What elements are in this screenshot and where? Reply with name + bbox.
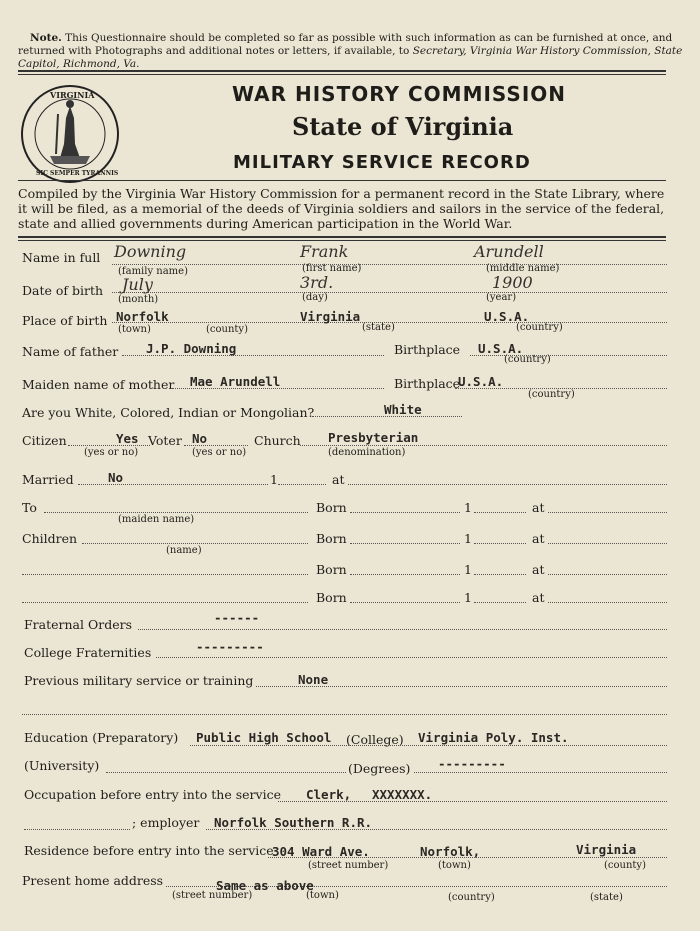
married-year-line [278,484,326,485]
church-label: Church [254,433,301,448]
mother-birthplace-value: U.S.A. [458,374,504,389]
child-1-born-label: Born [316,531,347,546]
name-of-father-label: Name of father [22,344,119,359]
child-1-at-label: at [532,531,545,546]
fraternal-orders-line [138,629,667,630]
to-label: To [22,500,37,515]
residence-street-value: 304 Ward Ave. [272,844,370,859]
previous-military-value: None [298,672,329,687]
birth-country-value: U.S.A. [484,309,530,324]
child-3-year-prefix: 1 [464,590,472,605]
name-line [112,264,667,265]
note-body: This Questionnaire should be completed so far as possible with such information as can be furnished at once, and returned with Photographs and additional notes or letters, if available, to [18,32,673,57]
married-line [78,484,268,485]
child-2-year-line [474,574,526,575]
place-of-birth-label: Place of birth [22,313,108,328]
maiden-name-mother-label: Maiden name of mother [22,377,175,392]
first-name-value: Frank [300,242,349,261]
spouse-year-line [474,512,526,513]
citizen-label: Citizen [22,433,67,448]
child-2-year-prefix: 1 [464,562,472,577]
college-fraternities-value: --------- [196,639,264,654]
married-label: Married [22,472,74,487]
child-1-at-line [548,543,667,544]
married-year-prefix: 1 [270,472,278,487]
citizen-value: Yes [116,431,139,446]
spouse-year-prefix: 1 [464,500,472,515]
county-caption-2: (county) [604,860,646,871]
spouse-born-line [350,512,460,513]
maiden-name-caption: (maiden name) [118,514,195,525]
note-addressee: Secretary, Virginia War History Commission, State Capitol, Richmond, Va. [18,45,683,70]
degrees-value: --------- [438,756,506,771]
voter-yes-no-caption: (yes or no) [192,447,247,458]
name-in-full-label: Name in full [22,250,101,265]
child-3-born-label: Born [316,590,347,605]
questionnaire-note [18,32,684,71]
header-title: WAR HISTORY COMMISSION [232,82,567,106]
present-state-caption: (state) [590,892,623,903]
college-fraternities-line [156,657,667,658]
employer-value: Norfolk Southern R.R. [214,815,373,830]
divider [18,74,666,75]
divider [18,240,666,241]
town-caption-2: (town) [438,860,471,871]
child-2-born-line [350,574,460,575]
married-at-line [348,484,667,485]
spouse-at-line [548,512,667,513]
fraternal-orders-value: ------ [214,610,260,625]
child-1-year-line [474,543,526,544]
married-at-label: at [332,472,345,487]
present-town-caption: (town) [306,890,339,901]
year-caption: (year) [486,292,517,303]
employer-label: ; employer [132,815,200,830]
mother-value: Mae Arundell [190,374,281,389]
header-subtitle: MILITARY SERVICE RECORD [233,152,531,173]
month-caption: (month) [118,294,159,305]
divider [18,70,666,72]
virginia-seal [20,84,120,184]
spouse-at-label: at [532,500,545,515]
seal-top-text: VIRGINIA [50,90,95,100]
middle-name-value: Arundell [474,242,544,261]
present-country-caption: (country) [448,892,495,903]
first-name-caption: (first name) [302,263,362,274]
child-2-born-label: Born [316,562,347,577]
birth-town-value: Norfolk [116,309,169,324]
child-1-line [82,543,308,544]
fraternal-orders-label: Fraternal Orders [24,617,132,632]
education-prep-label: Education (Preparatory) [24,730,179,745]
street-number-caption: (street number) [308,860,389,871]
occupation-struck-value: XXXXXXX. [372,787,433,802]
education-prep-value: Public High School [196,730,332,745]
father-country-caption: (country) [504,354,551,365]
residence-label: Residence before entry into the service [24,843,274,858]
occupation-label: Occupation before entry into the service [24,787,281,802]
education-college-value: Virginia Poly. Inst. [418,730,569,745]
occupation-line-2 [24,829,130,830]
dob-line [112,292,667,293]
residence-state-value: Virginia [576,842,637,857]
birth-state-value: Virginia [300,309,361,324]
header-state: State of Virginia [292,112,514,141]
birth-day-value: 3rd. [300,273,334,292]
birth-month-value: July [122,275,153,294]
father-value: J.P. Downing [146,341,237,356]
child-3-year-line [474,602,526,603]
divider [18,236,666,238]
voter-value: No [192,431,208,446]
child-3-born-line [350,602,460,603]
degrees-label: (Degrees) [348,761,411,776]
occupation-value: Clerk, [306,787,352,802]
voter-label: Voter [148,433,182,448]
college-fraternities-label: College Fraternities [24,645,152,660]
child-3-at-line [548,602,667,603]
child-3-line [22,602,308,603]
state-caption: (state) [362,322,395,333]
child-name-caption: (name) [166,545,202,556]
child-1-year-prefix: 1 [464,531,472,546]
birth-year-value: 1900 [492,273,533,292]
married-value: No [108,470,124,485]
church-line [300,445,667,446]
university-line [106,772,346,773]
race-value: White [384,402,422,417]
intro-paragraph: Compiled by the Virginia War History Commission for a permanent record in the State Library, where it will be filed, as a memorial of the deeds of Virginia soldiers and sailors in the service of the federal, state and allied governments during American participation in the World War. [18,186,665,231]
father-birthplace-label: Birthplace [394,342,461,357]
mother-country-caption: (country) [528,389,575,400]
town-caption: (town) [118,324,151,335]
spouse-line [44,512,308,513]
previous-military-line-2 [22,714,667,715]
child-3-at-label: at [532,590,545,605]
race-question-label: Are you White, Colored, Indian or Mongolian? [22,405,315,420]
spouse-born-label: Born [316,500,347,515]
college-label: (College) [346,732,404,747]
present-home-value: Same as above [216,878,314,893]
degrees-line [414,772,667,773]
denomination-caption: (denomination) [328,447,406,458]
middle-name-caption: (middle name) [486,263,560,274]
father-birthplace-value: U.S.A. [478,341,524,356]
citizen-yes-no-caption: (yes or no) [84,447,139,458]
county-caption: (county) [206,324,248,335]
family-name-caption: (family name) [118,266,188,277]
child-2-at-line [548,574,667,575]
children-label: Children [22,531,78,546]
university-label: (University) [24,758,100,773]
child-2-at-label: at [532,562,545,577]
education-line [190,745,667,746]
present-street-caption: (street number) [172,890,253,901]
mother-birthplace-label: Birthplace [394,376,461,391]
day-caption: (day) [302,292,328,303]
country-caption: (country) [516,322,563,333]
previous-military-label: Previous military service or training [24,673,254,688]
divider [18,180,666,181]
family-name-value: Downing [114,242,187,261]
seal-bottom-text: SIC SEMPER TYRANNIS [36,170,119,177]
present-home-label: Present home address [22,873,164,888]
child-1-born-line [350,543,460,544]
note-lead: Note. [30,32,62,44]
residence-town-value: Norfolk, [420,844,481,859]
child-2-line [22,574,308,575]
church-value: Presbyterian [328,430,419,445]
date-of-birth-label: Date of birth [22,283,104,298]
